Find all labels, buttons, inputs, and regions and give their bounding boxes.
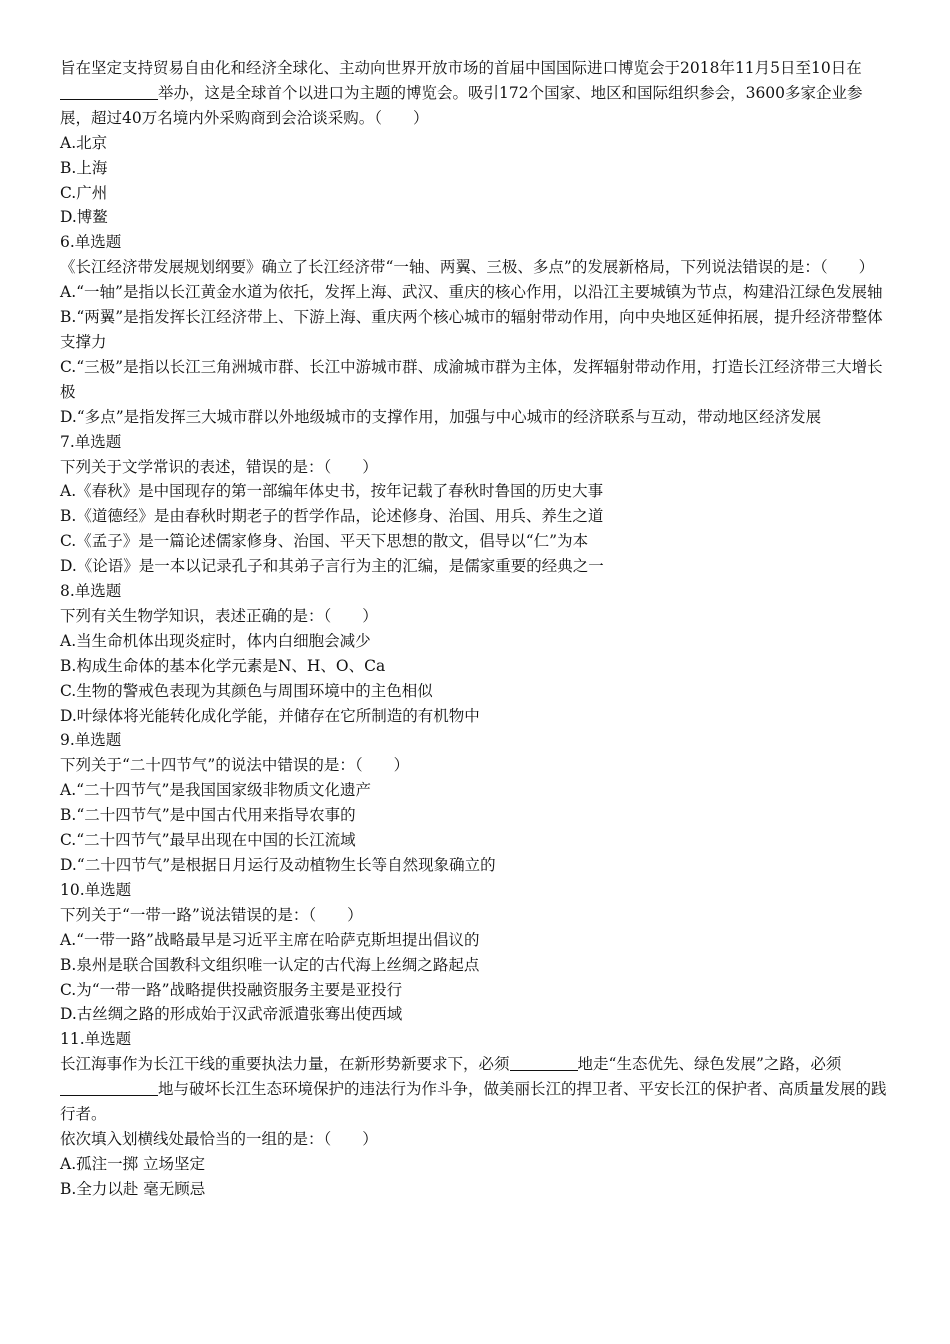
q11-stem-part1: 长江海事作为长江干线的重要执法力量，在新形势新要求下，必须 — [60, 1055, 510, 1074]
q7-option-b: B.《道德经》是由春秋时期老子的哲学作品，论述修身、治国、用兵、养生之道 — [60, 507, 604, 526]
q7-option-c: C.《孟子》是一篇论述儒家修身、治国、平天下思想的散文，倡导以“仁”为本 — [60, 532, 589, 551]
q9-option-c: C.“二十四节气”最早出现在中国的长江流域 — [60, 831, 356, 850]
q6-header: 6.单选题 — [60, 233, 122, 252]
q6-option-a: A.“一轴”是指以长江黄金水道为依托，发挥上海、武汉、重庆的核心作用，以沿江主要城镇为节点，构建沿江绿色发展轴 — [60, 283, 883, 302]
q6-option-b: B.“两翼”是指发挥长江经济带上、下游上海、重庆两个核心城市的辐射带动作用，向中央地区延伸拓展，提升经济带整体支撑力 — [60, 308, 883, 351]
q9-option-d: D.“二十四节气”是根据日月运行及动植物生长等自然现象确立的 — [60, 856, 496, 874]
q8-header: 8.单选题 — [60, 582, 122, 601]
q10-stem: 下列关于“一带一路”说法错误的是：（ ） — [60, 905, 363, 924]
q5-stem-part1: 旨在坚定支持贸易自由化和经济全球化、主动向世界开放市场的首届中国国际进口博览会于2018年11月5日至10日在 — [60, 59, 862, 77]
q5-option-c: C.广州 — [60, 183, 108, 202]
q8-option-a: A.当生命机体出现炎症时，体内白细胞会减少 — [60, 631, 371, 650]
q5-option-a: A.北京 — [60, 133, 108, 152]
q7-option-d: D.《论语》是一本以记录孔子和其弟子言行为主的汇编，是儒家重要的经典之一 — [60, 557, 604, 576]
q11-answer-blank-2 — [60, 1079, 158, 1096]
q7-option-a: A.《春秋》是中国现存的第一部编年体史书，按年记载了春秋时鲁国的历史大事 — [60, 482, 604, 501]
q9-stem: 下列关于“二十四节气”的说法中错误的是：（ ） — [60, 756, 410, 775]
q5-answer-blank — [60, 83, 158, 100]
q7-header: 7.单选题 — [60, 432, 122, 451]
q8-option-d: D.叶绿体将光能转化成化学能，并储存在它所制造的有机物中 — [60, 706, 480, 725]
q11-option-a: A.孤注一掷 立场坚定 — [60, 1154, 206, 1173]
q11-answer-blank-1 — [510, 1054, 578, 1071]
q11-stem — [60, 1052, 892, 1127]
q9-option-a: A.“二十四节气”是我国国家级非物质文化遗产 — [60, 781, 371, 800]
q6-stem: 《长江经济带发展规划纲要》确立了长江经济带“一轴、两翼、三极、多点”的发展新格局，下列说法错误的是：（ ） — [60, 258, 875, 277]
q8-option-b: B.构成生命体的基本化学元素是N、H、O、Ca — [60, 656, 386, 675]
q5-option-d: D.博鳌 — [60, 208, 108, 227]
q8-option-c: C.生物的警戒色表现为其颜色与周围环境中的主色相似 — [60, 681, 433, 700]
q8-stem: 下列有关生物学知识，表述正确的是：（ ） — [60, 606, 378, 625]
q9-option-b: B.“二十四节气”是中国古代用来指导农事的 — [60, 806, 356, 825]
q10-header: 10.单选题 — [60, 880, 132, 899]
q10-option-c: C.为“一带一路”战略提供投融资服务主要是亚投行 — [60, 980, 403, 999]
q5-stem — [60, 56, 892, 131]
q6-option-d: D.“多点”是指发挥三大城市群以外地级城市的支撑作用，加强与中心城市的经济联系与互动，带动地区经济发展 — [60, 407, 822, 426]
q7-stem: 下列关于文学常识的表述，错误的是：（ ） — [60, 457, 378, 476]
q10-option-b: B.泉州是联合国教科文组织唯一认定的古代海上丝绸之路起点 — [60, 955, 480, 974]
q11-stem-part2: 地走“生态优先、绿色发展”之路，必须 — [577, 1055, 842, 1074]
q11-header: 11.单选题 — [60, 1030, 132, 1049]
q11-stem-part3: 地与破坏长江生态环境保护的违法行为作斗争，做美丽长江的捍卫者、平安长江的保护者、高质量发展的践行者。 — [60, 1080, 887, 1124]
q10-option-d: D.古丝绸之路的形成始于汉武帝派遣张骞出使西域 — [60, 1005, 403, 1024]
q5-option-b: B.上海 — [60, 158, 108, 177]
exam-page — [60, 56, 892, 1202]
q10-option-a: A.“一带一路”战略最早是习近平主席在哈萨克斯坦提出倡议的 — [60, 930, 480, 949]
q6-option-c: C.“三极”是指以长江三角洲城市群、长江中游城市群、成渝城市群为主体，发挥辐射带动作用，打造长江经济带三大增长极 — [60, 357, 883, 401]
q9-header: 9.单选题 — [60, 731, 122, 750]
q11-option-b: B.全力以赴 毫无顾忌 — [60, 1179, 206, 1198]
q5-stem-part2: 举办，这是全球首个以进口为主题的博览会。吸引172个国家、地区和国际组织参会，3600多家企业参展，超过40万名境内外采购商到会洽谈采购。（ ） — [60, 83, 863, 127]
q11-prompt: 依次填入划横线处最恰当的一组的是：（ ） — [60, 1129, 378, 1148]
